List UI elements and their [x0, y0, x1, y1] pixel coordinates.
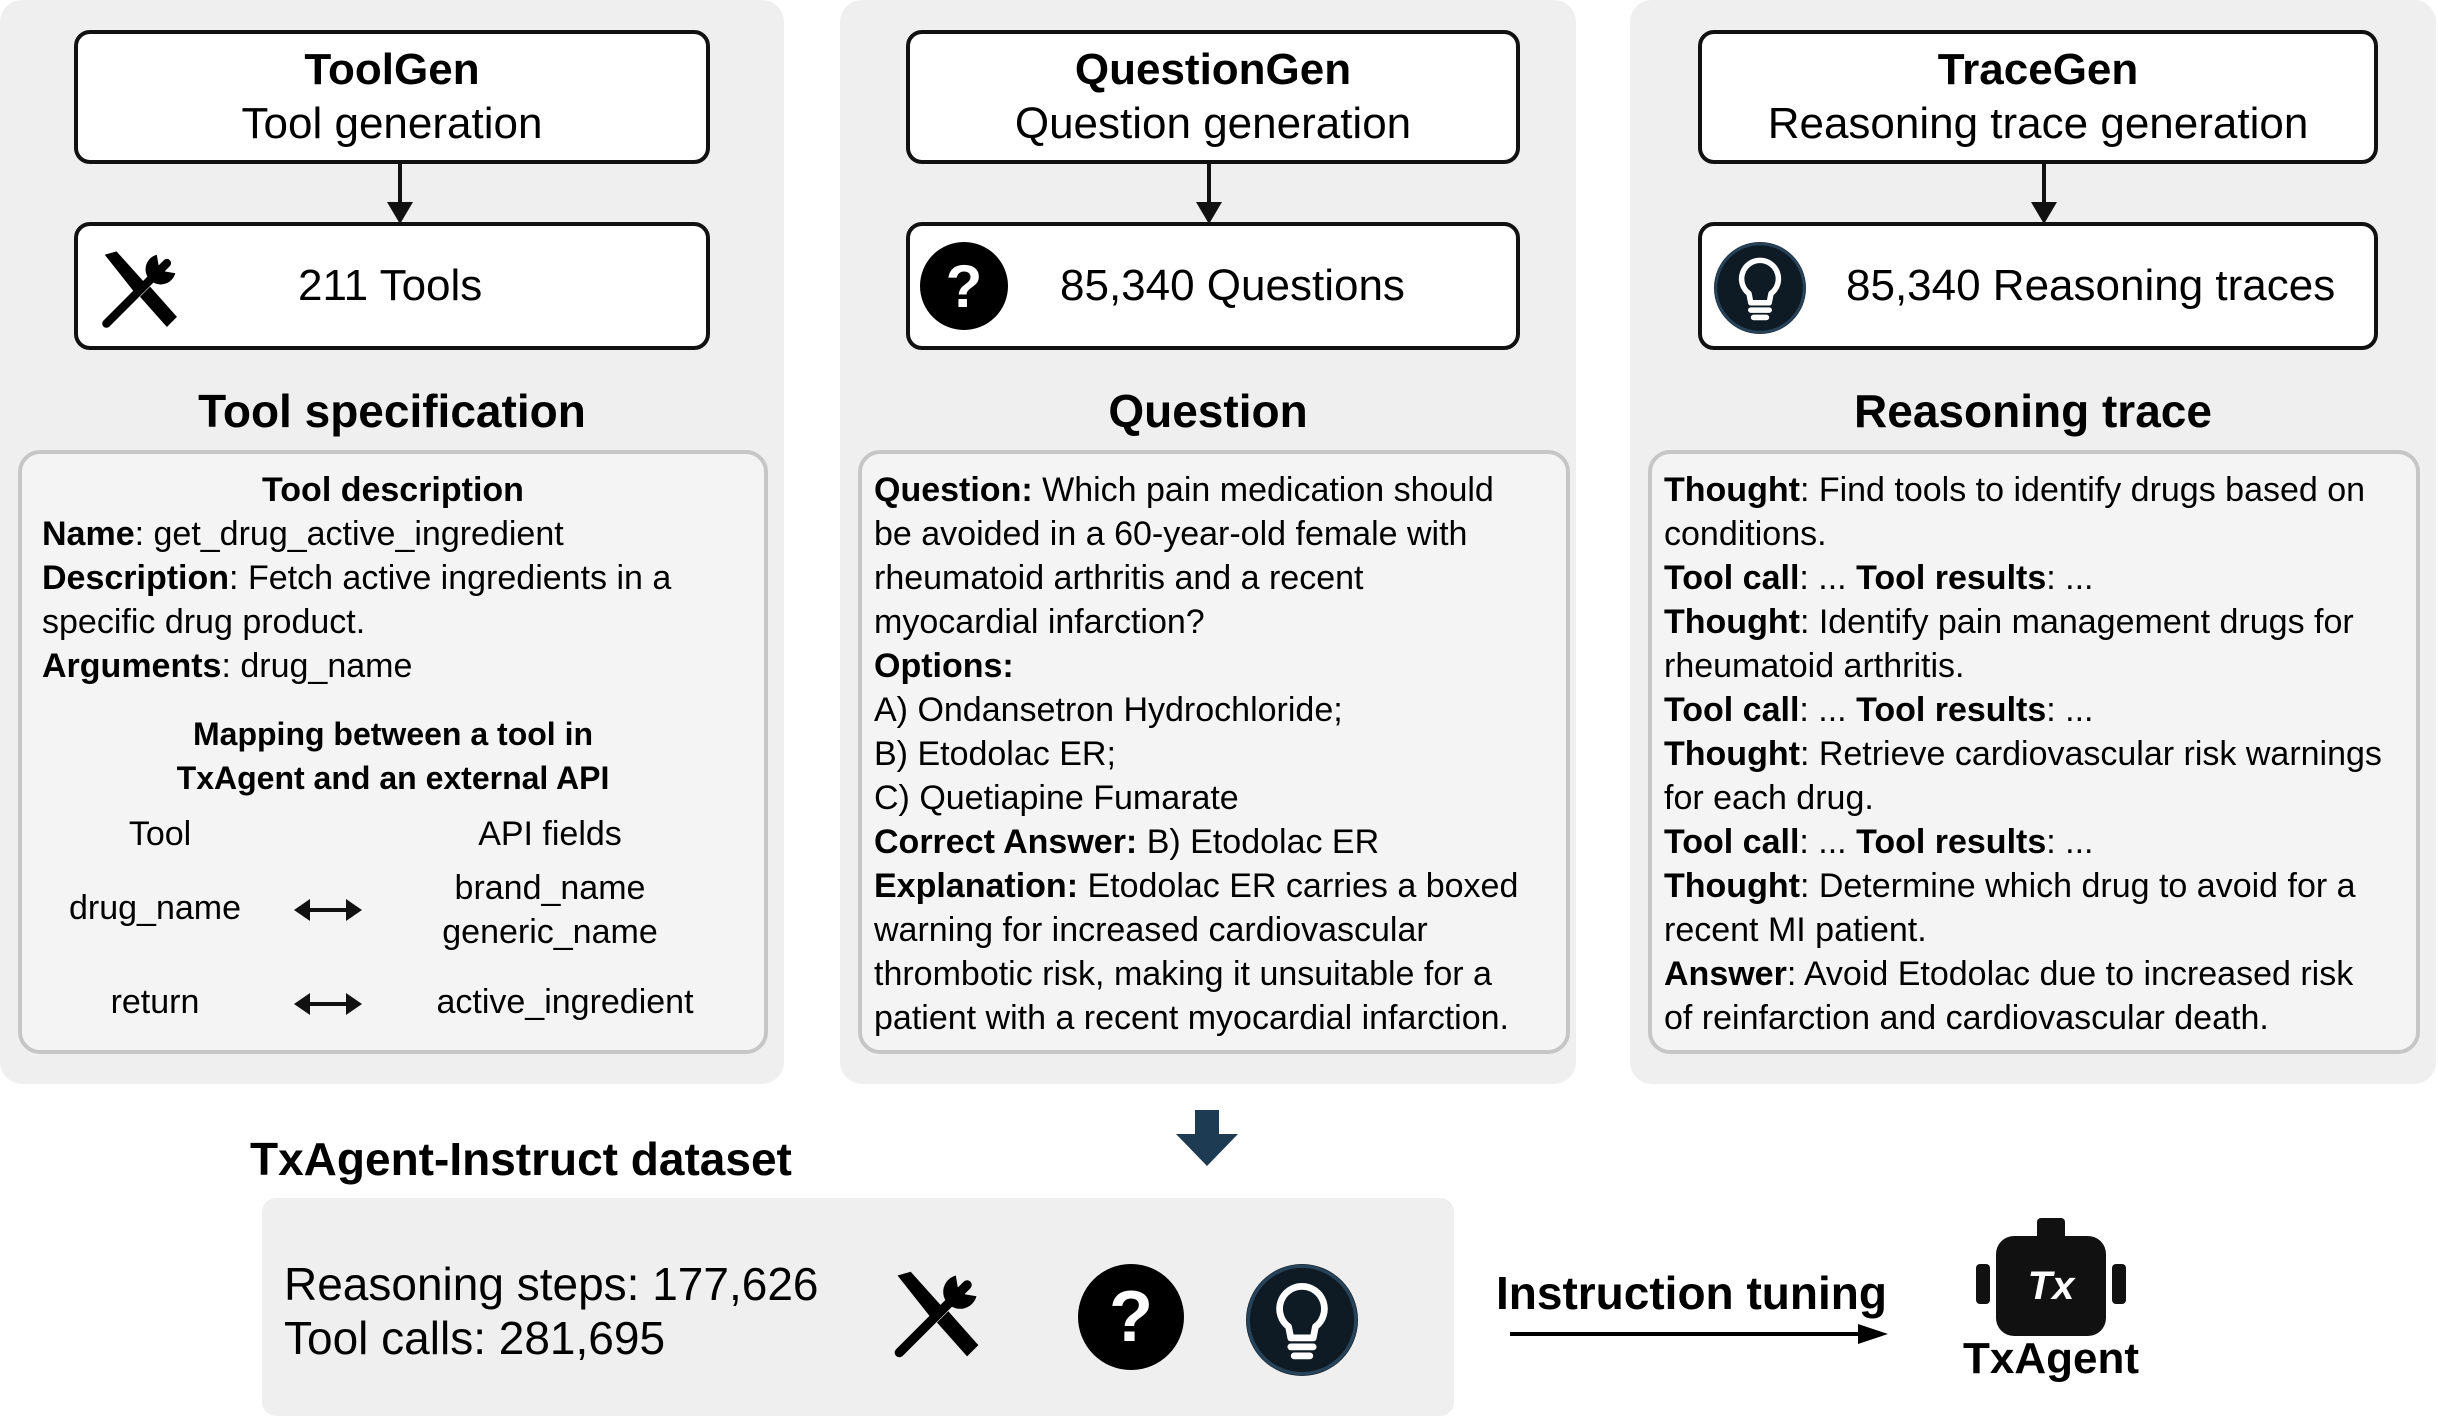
desc-value: : Fetch active ingredients in a	[229, 559, 672, 597]
question-icon: ?	[1078, 1264, 1184, 1370]
q-text: myocardial infarction?	[874, 603, 1205, 641]
tool-results-label: Tool results	[1856, 559, 2047, 597]
thought-text: : Find tools to identify drugs based on	[1799, 471, 2366, 509]
instruction-tuning-label: Instruction tuning	[1496, 1267, 1887, 1319]
tracegen-title: TraceGen	[1937, 45, 2139, 94]
questiongen-section-title: Question	[1108, 385, 1308, 437]
thought-text: : Retrieve cardiovascular risk warnings	[1799, 735, 2382, 773]
option-a: A) Ondansetron Hydrochloride;	[874, 691, 1343, 729]
mapping-row1-api1: brand_name	[454, 869, 646, 907]
toolgen-arrow-line	[398, 164, 402, 204]
reasoning-trace-card	[1648, 450, 2420, 1054]
desc-value-cont: specific drug product.	[42, 603, 366, 641]
ellipsis: : ...	[2046, 823, 2094, 861]
mapping-col-api: API fields	[478, 815, 622, 853]
questiongen-arrow-head	[1196, 202, 1222, 224]
tracegen-count: 85,340 Reasoning traces	[1846, 261, 2336, 310]
tracegen-count-box	[1698, 222, 2378, 350]
mapping-line1: Mapping between a tool in	[193, 716, 593, 752]
txagent-name: TxAgent	[1963, 1334, 2139, 1383]
thought-label: Thought	[1664, 735, 1800, 773]
ellipsis: : ...	[1799, 691, 1857, 729]
mapping-line2: TxAgent and an external API	[176, 760, 610, 796]
questiongen-subtitle: Question generation	[1014, 99, 1412, 148]
thought-text: conditions.	[1664, 515, 1827, 553]
tools-icon	[96, 248, 184, 332]
thought-text: rheumatoid arthritis.	[1664, 647, 1965, 685]
args-value: : drug_name	[221, 647, 413, 685]
tool-call-label: Tool call	[1664, 559, 1800, 597]
questiongen-count: 85,340 Questions	[1060, 261, 1405, 310]
tools-icon	[888, 1268, 986, 1362]
thought-text: recent MI patient.	[1664, 911, 1927, 949]
thought-text: : Identify pain management drugs for	[1799, 603, 2354, 641]
thought-label: Thought	[1664, 603, 1800, 641]
questiongen-title: QuestionGen	[1074, 45, 1352, 94]
robot-antenna	[2037, 1218, 2065, 1236]
ellipsis: : ...	[2046, 691, 2094, 729]
bidirectional-arrow	[308, 1002, 348, 1006]
tracegen-box	[1698, 30, 2378, 164]
ellipsis: : ...	[1799, 823, 1857, 861]
robot-ear-right	[2112, 1264, 2126, 1304]
toolgen-title: ToolGen	[304, 45, 480, 94]
dataset-title: TxAgent-Instruct dataset	[250, 1133, 792, 1185]
tool-call-label: Tool call	[1664, 691, 1800, 729]
tool-call-label: Tool call	[1664, 823, 1800, 861]
tracegen-section-title: Reasoning trace	[1854, 385, 2212, 437]
name-label: Name	[42, 515, 135, 553]
option-b: B) Etodolac ER;	[874, 735, 1116, 773]
questiongen-count-box	[906, 222, 1520, 350]
robot-text: Tx	[2027, 1263, 2075, 1308]
explanation-text: thrombotic risk, making it unsuitable for a	[874, 955, 1492, 993]
lightbulb-icon	[1714, 242, 1806, 334]
robot-head	[1996, 1236, 2106, 1336]
options-label: Options:	[874, 647, 1014, 685]
explanation-text: Etodolac ER carries a boxed	[1078, 867, 1519, 905]
ellipsis: : ...	[2046, 559, 2094, 597]
bidirectional-arrow	[308, 908, 348, 912]
thought-label: Thought	[1664, 867, 1800, 905]
questiongen-box	[906, 30, 1520, 164]
toolgen-subtitle: Tool generation	[241, 99, 543, 148]
answer-label: Correct Answer:	[874, 823, 1138, 861]
down-arrow-icon	[1176, 1110, 1238, 1166]
name-value: : get_drug_active_ingredient	[134, 515, 564, 553]
mapping-row1-api2: generic_name	[442, 913, 658, 951]
lightbulb-icon	[1246, 1264, 1358, 1376]
tool-results-label: Tool results	[1856, 823, 2047, 861]
toolgen-count-box	[74, 222, 710, 350]
mapping-col-tool: Tool	[128, 815, 192, 853]
mapping-row1-tool: drug_name	[68, 889, 241, 927]
thought-text: : Determine which drug to avoid for a	[1799, 867, 2356, 905]
q-text: be avoided in a 60-year-old female with	[874, 515, 1468, 553]
toolgen-box	[74, 30, 710, 164]
robot-ear-left	[1976, 1264, 1990, 1304]
option-c: C) Quetiapine Fumarate	[874, 779, 1239, 817]
question-card	[858, 450, 1570, 1054]
toolgen-arrow-head	[387, 202, 413, 224]
robot-icon	[1976, 1218, 2126, 1338]
thought-text: for each drug.	[1664, 779, 1874, 817]
tracegen-subtitle: Reasoning trace generation	[1767, 99, 2309, 148]
answer-label: Answer	[1664, 955, 1787, 993]
answer-text: of reinfarction and cardiovascular death.	[1664, 999, 2269, 1037]
explanation-label: Explanation:	[874, 867, 1079, 905]
reasoning-steps: Reasoning steps: 177,626	[284, 1258, 819, 1310]
tool-spec-card	[18, 450, 768, 1054]
explanation-text: warning for increased cardiovascular	[874, 911, 1428, 949]
thought-label: Thought	[1664, 471, 1800, 509]
answer-text: : Avoid Etodolac due to increased risk	[1786, 955, 2354, 993]
tool-results-label: Tool results	[1856, 691, 2047, 729]
args-label: Arguments	[42, 647, 222, 685]
q-label: Question:	[874, 471, 1033, 509]
toolgen-section-title: Tool specification	[198, 385, 586, 437]
desc-label: Description	[42, 559, 230, 597]
answer-value: B) Etodolac ER	[1137, 823, 1380, 861]
q-text: Which pain medication should	[1032, 471, 1494, 509]
explanation-text: patient with a recent myocardial infarction.	[874, 999, 1509, 1037]
questiongen-arrow-line	[1207, 164, 1211, 204]
tracegen-arrow-head	[2031, 202, 2057, 224]
arrow-right-icon	[1510, 1322, 1890, 1346]
tracegen-arrow-line	[2042, 164, 2046, 204]
mapping-row2-tool: return	[110, 983, 200, 1021]
question-icon: ?	[920, 242, 1008, 330]
ellipsis: : ...	[1799, 559, 1857, 597]
q-text: rheumatoid arthritis and a recent	[874, 559, 1364, 597]
tool-desc-heading: Tool description	[262, 471, 524, 509]
toolgen-count: 211 Tools	[298, 261, 483, 310]
mapping-row2-api: active_ingredient	[436, 983, 694, 1021]
tool-calls: Tool calls: 281,695	[284, 1312, 666, 1364]
